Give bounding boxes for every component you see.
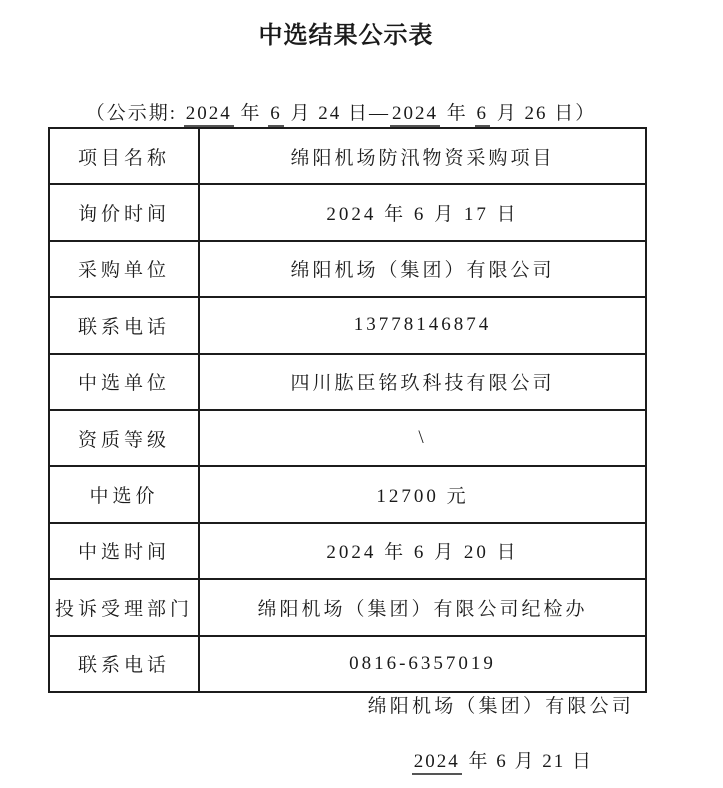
table-row [49,523,646,579]
row-value-cell: 2024 年 6 月 20 日 [199,523,646,579]
table-row [49,579,646,635]
result-table-body [49,128,646,692]
row-value-cell: 绵阳机场防汛物资采购项目 [199,128,646,184]
row-label-cell: 中选单位 [49,354,199,410]
plain-text: 年 [233,103,269,124]
row-value-cell: 绵阳机场（集团）有限公司纪检办 [199,579,646,635]
plain-text: 月 24 日— [283,103,391,124]
plain-text: （公示期: [85,103,184,124]
row-label-cell: 资质等级 [49,410,199,466]
row-value-cell: 绵阳机场（集团）有限公司 [199,241,646,297]
row-value-cell: 0816-6357019 [199,636,646,692]
result-table [48,127,647,693]
page-title: 中选结果公示表 [258,22,434,49]
underlined-text: 6 [475,103,491,127]
row-value-cell: \ [199,410,646,466]
footer-date [412,746,593,773]
row-label-cell: 项目名称 [49,128,199,184]
underlined-text: 2024 [184,103,234,127]
underlined-text: 2024 [390,103,440,127]
row-label-cell: 中选价 [49,466,199,522]
table-row [49,184,646,240]
table-row [49,297,646,353]
underlined-text: 2024 [412,751,462,775]
row-label-cell: 采购单位 [49,241,199,297]
table-row [49,410,646,466]
notice-period-line [0,98,682,125]
row-value-cell: 12700 元 [199,466,646,522]
plain-text: 年 6 月 21 日 [461,751,593,772]
table-row [49,466,646,522]
footer-signature: 绵阳机场（集团）有限公司 [367,696,634,717]
plain-text: 月 26 日） [490,103,597,124]
row-label-cell: 询价时间 [49,184,199,240]
row-label-cell: 中选时间 [49,523,199,579]
row-label-cell: 投诉受理部门 [49,579,199,635]
row-value-cell: 13778146874 [199,297,646,353]
row-label-cell: 联系电话 [49,297,199,353]
row-value-cell: 2024 年 6 月 17 日 [199,184,646,240]
underlined-text: 6 [268,103,284,127]
row-label-cell: 联系电话 [49,636,199,692]
plain-text: 年 [440,103,475,124]
table-row [49,241,646,297]
table-row [49,636,646,692]
table-row [49,354,646,410]
table-row [49,128,646,184]
row-value-cell: 四川肱臣铭玖科技有限公司 [199,354,646,410]
